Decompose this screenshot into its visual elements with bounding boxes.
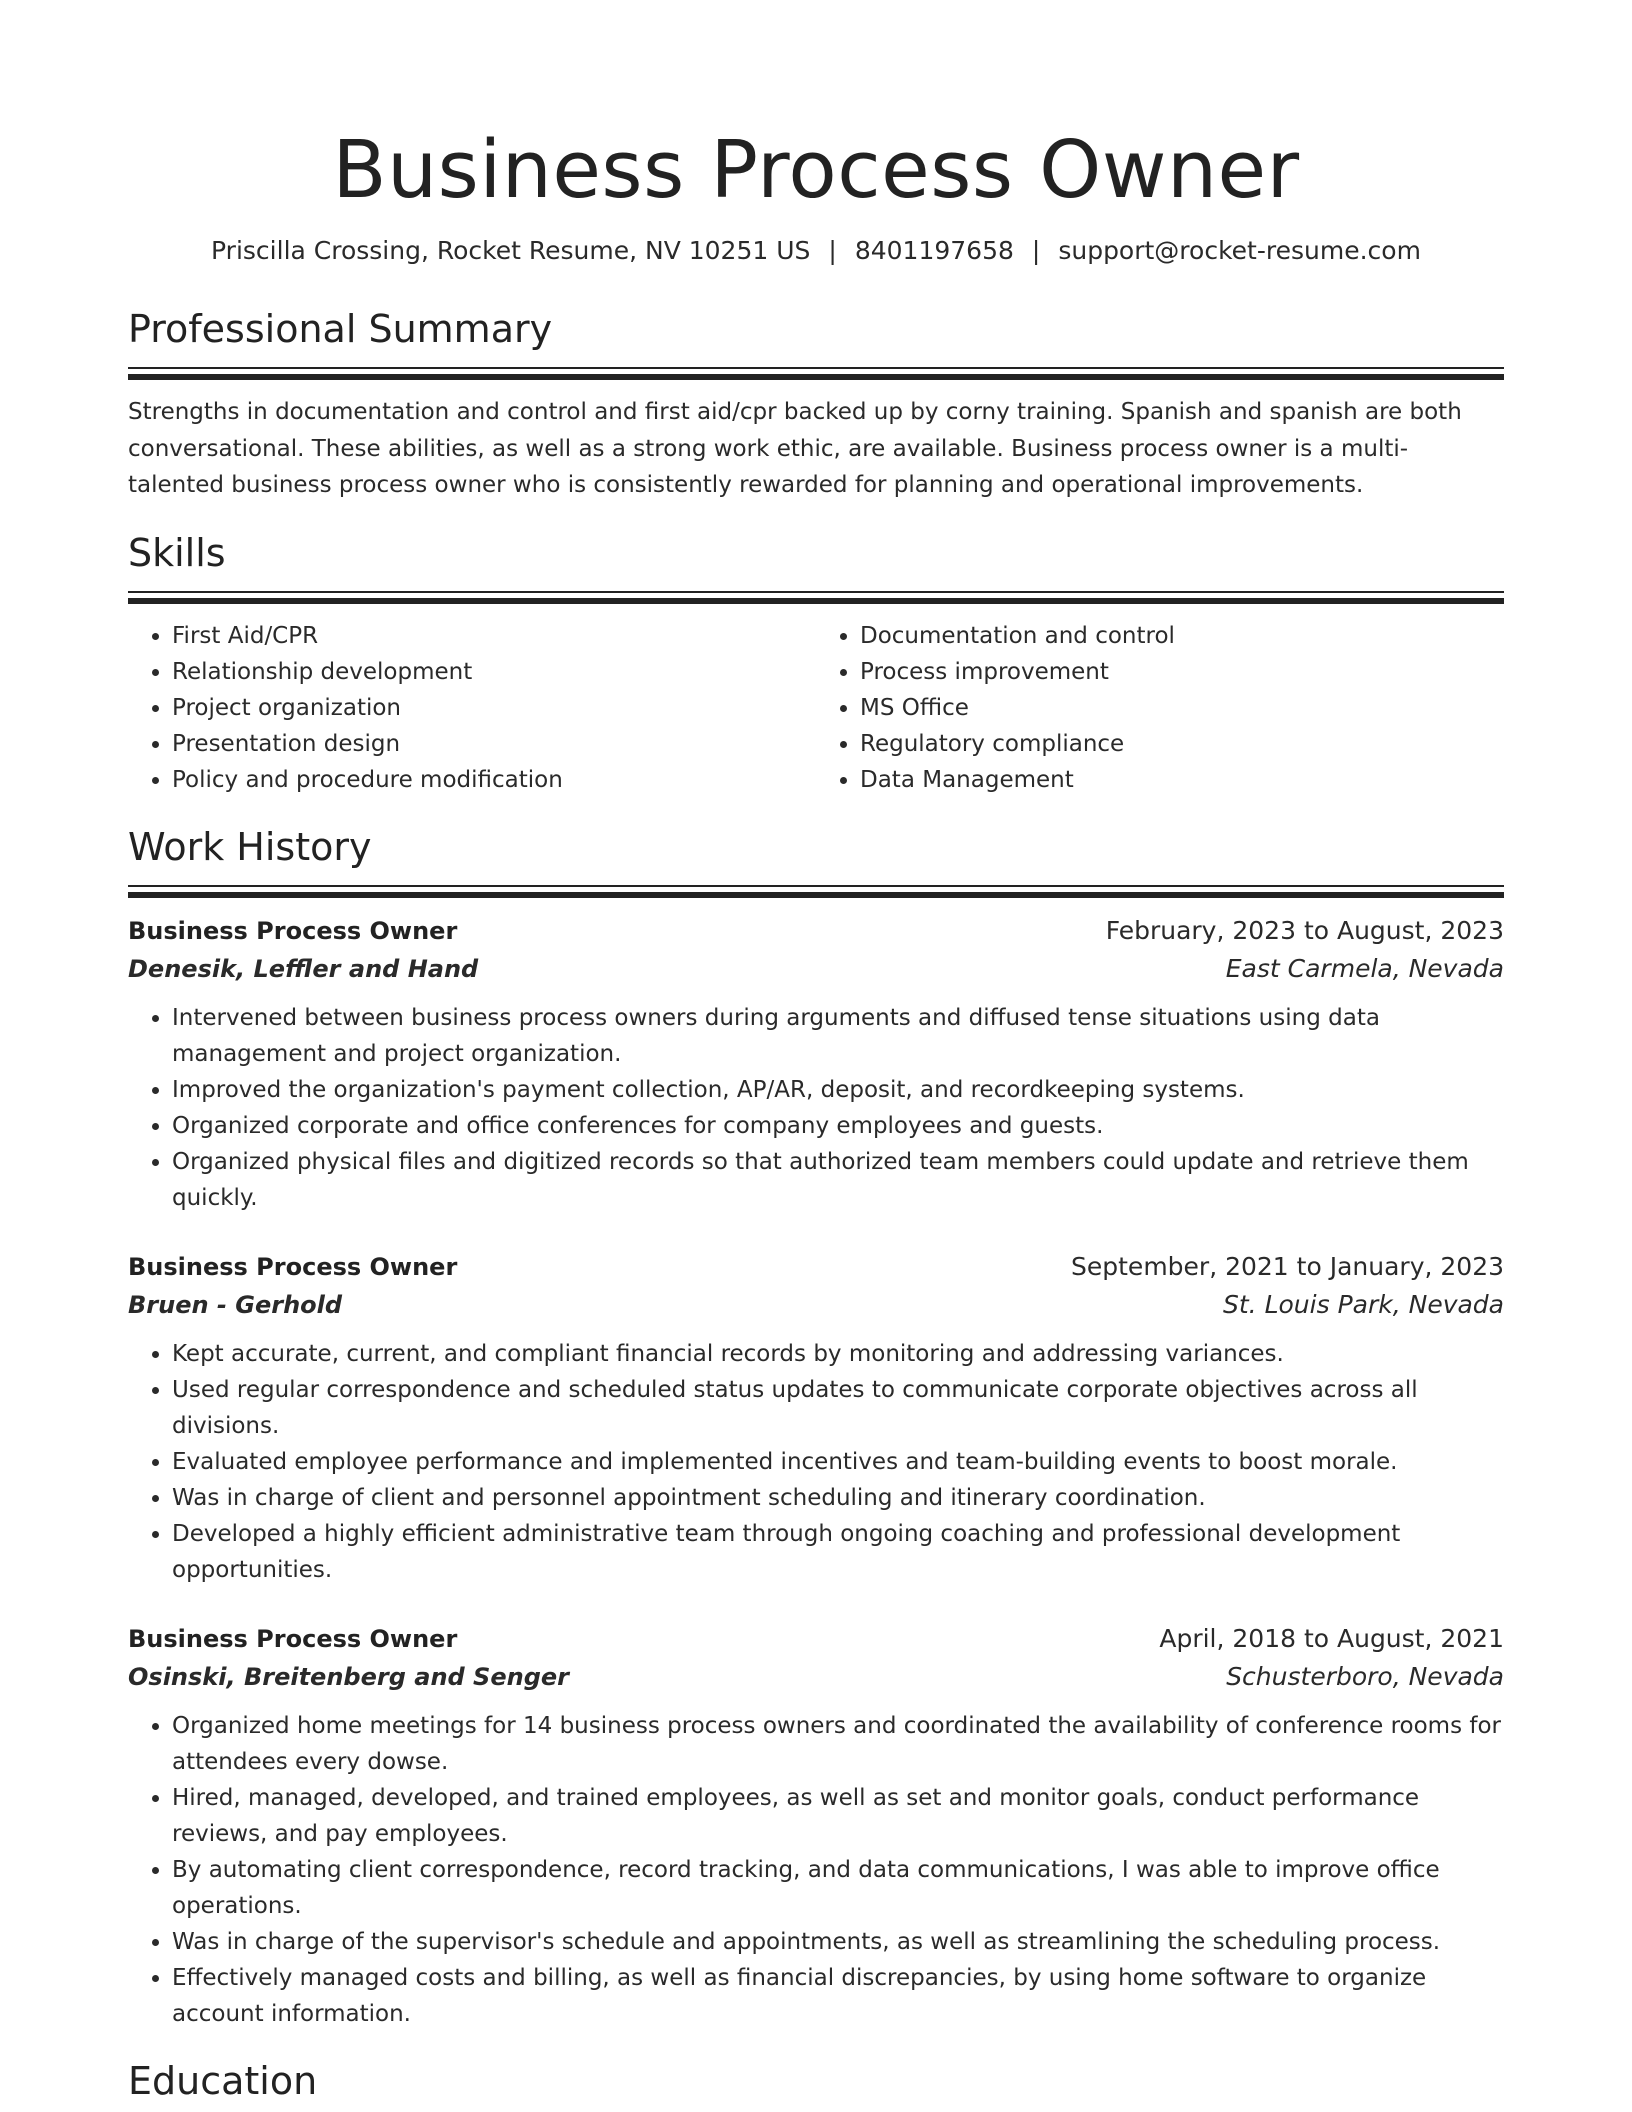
job-bullet: • Organized corporate and office conferences for company employees and guests. [172,1108,1504,1144]
job-dates: April, 2018 to August, 2021 [1159,1623,1504,1653]
job-company: Osinski, Breitenberg and Senger [128,1662,569,1691]
summary-text: Strengths in documentation and control and first aid/cpr backed up by corny training. Spanish and spanish are both conversational. These abilities, as well as a strong work ethic, are available. Business process owner is a multi-talented business process owner who is consistently rewarded for planning and operational improvements. [128,399,1462,498]
job-bullet: • Evaluated employee performance and implemented incentives and team-building events to boost morale. [172,1444,1504,1480]
contact-phone: 8401197658 [854,236,1014,265]
skill-item: • Data Management [860,762,1504,798]
section-divider-thin [128,367,1504,369]
work-section-header [128,824,1504,898]
job-header-row [128,912,1504,950]
skill-item: • Regulatory compliance [860,726,1504,762]
job-location: Schusterboro, Nevada [1226,1661,1504,1691]
job-bullet: • Improved the organization's payment collection, AP/AR, deposit, and recordkeeping systems. [172,1072,1504,1108]
job-company: Bruen - Gerhold [128,1290,343,1319]
section-divider-thick [128,374,1504,380]
job-bullet: • Was in charge of client and personnel appointment scheduling and itinerary coordination. [172,1480,1504,1516]
skills-list [128,618,1504,798]
summary-section-header [128,306,1504,380]
job-bullet: • Organized physical files and digitized records so that authorized team members could update and retrieve them quickly. [172,1144,1504,1216]
education-heading: Education [128,2058,318,2103]
job-dates: September, 2021 to January, 2023 [1071,1251,1504,1281]
skill-item: • Presentation design [172,726,816,762]
job-bullet: • Organized home meetings for 14 business process owners and coordinated the availability of conference rooms for attendees every dowse. [172,1708,1504,1780]
contact-line [128,234,1504,268]
section-divider-thin [128,885,1504,887]
contact-address: Priscilla Crossing, Rocket Resume, NV 10251 US [211,236,811,265]
job-bullet: • Developed a highly efficient administrative team through ongoing coaching and professional development opportunities. [172,1516,1504,1588]
skill-item: • Policy and procedure modification [172,762,816,798]
job-bullets [128,1000,1504,1216]
skill-item: • Process improvement [860,654,1504,690]
job-bullet: • By automating client correspondence, record tracking, and data communications, I was able to improve office operations. [172,1852,1504,1924]
job-title: Business Process Owner [128,1252,458,1281]
skill-item: • Relationship development [172,654,816,690]
skill-item: • First Aid/CPR [172,618,816,654]
job-bullets [128,1336,1504,1588]
section-divider-thick [128,598,1504,604]
job-bullet: • Was in charge of the supervisor's schedule and appointments, as well as streamlining the scheduling process. [172,1924,1504,1960]
job-title: Business Process Owner [128,1624,458,1653]
job-location: East Carmela, Nevada [1225,953,1504,983]
job-dates: February, 2023 to August, 2023 [1105,915,1504,945]
job-bullet: • Kept accurate, current, and compliant financial records by monitoring and addressing variances. [172,1336,1504,1372]
job-bullet: • Effectively managed costs and billing, as well as financial discrepancies, by using home software to organize account information. [172,1960,1504,2032]
skill-item: • Documentation and control [860,618,1504,654]
skills-column-right [816,618,1504,798]
resume-page [128,0,1504,2104]
job-header-row [128,1620,1504,1658]
skill-item: • Project organization [172,690,816,726]
skills-column-left [128,618,816,798]
job-company-row [128,1286,1504,1324]
resume-title: Business Process Owner [332,124,1300,216]
job-entry [128,912,1504,1216]
contact-separator: | [828,236,837,265]
skills-section-header [128,530,1504,604]
job-bullet: • Hired, managed, developed, and trained employees, as well as set and monitor goals, conduct performance reviews, and pay employees. [172,1780,1504,1852]
contact-separator: | [1031,236,1041,265]
job-entry [128,1248,1504,1588]
job-bullet: • Used regular correspondence and scheduled status updates to communicate corporate objectives across all divisions. [172,1372,1504,1444]
summary-heading: Professional Summary [128,307,553,351]
skills-heading: Skills [128,530,226,575]
section-divider-thick [128,892,1504,898]
contact-email: support@rocket-resume.com [1058,236,1421,265]
job-title: Business Process Owner [128,916,458,945]
job-location: St. Louis Park, Nevada [1223,1289,1504,1319]
education-section-header [128,2058,1504,2104]
section-divider-thin [128,591,1504,593]
job-company-row [128,1658,1504,1696]
job-company: Denesik, Leffler and Hand [128,954,479,983]
work-heading: Work History [128,824,372,869]
job-header-row [128,1248,1504,1286]
job-company-row [128,950,1504,988]
job-bullets [128,1708,1504,2032]
skill-item: • MS Office [860,690,1504,726]
job-entry [128,1620,1504,2032]
job-bullet: • Intervened between business process owners during arguments and diffused tense situations using data management and project organization. [172,1000,1504,1072]
